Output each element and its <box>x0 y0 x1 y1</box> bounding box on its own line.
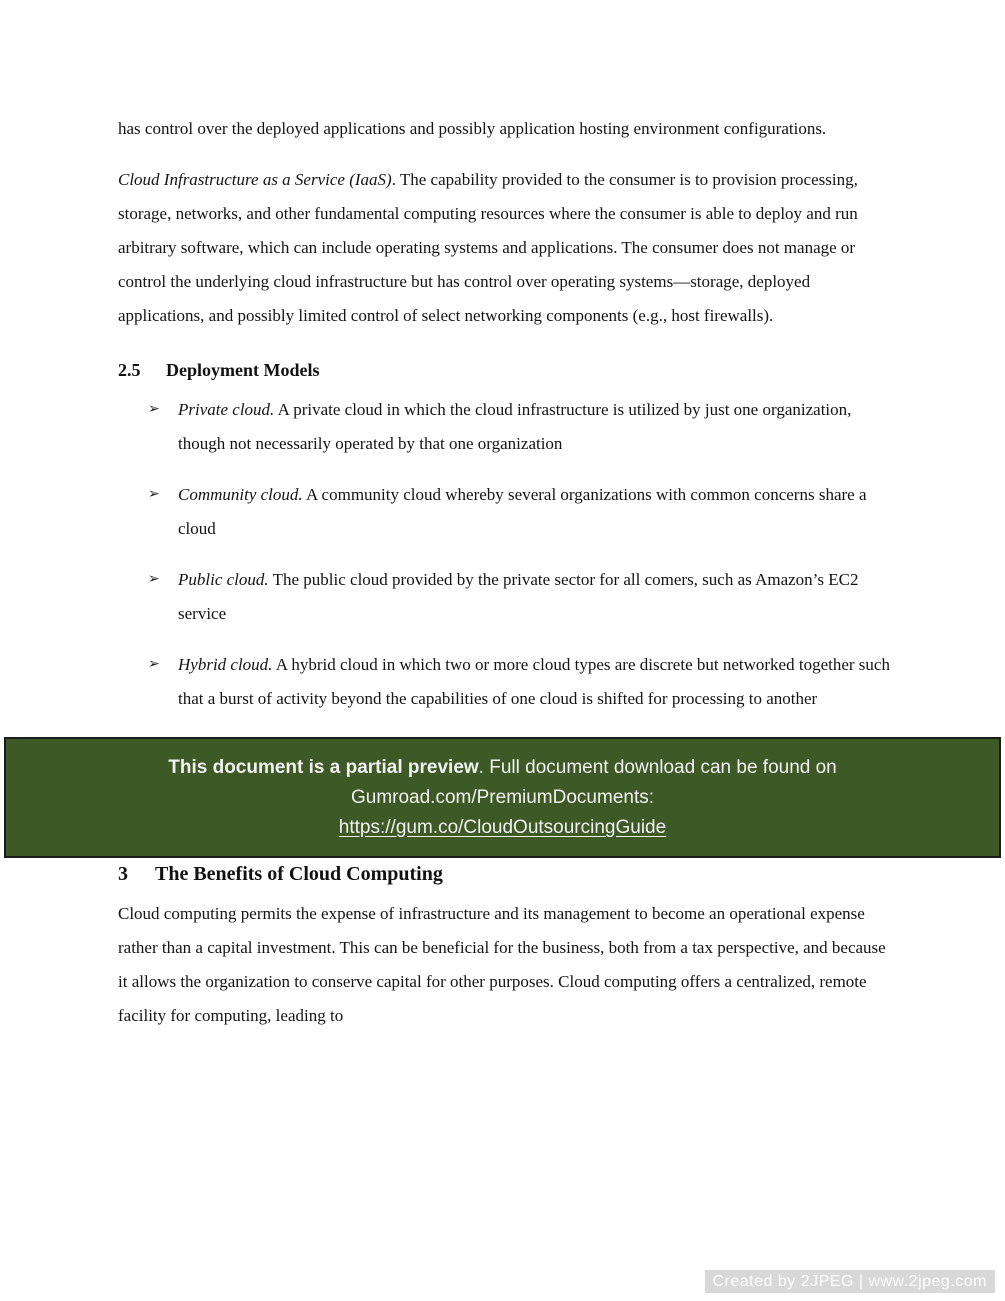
paragraph-iaas <box>118 163 890 333</box>
bullet-rest: A hybrid cloud in which two or more cloud types are discrete but networked together such that a burst of activity beyond the capabilities of one cloud is shifted for processing to another <box>178 655 890 708</box>
list-item-public-cloud <box>118 563 890 631</box>
banner-line1-rest: . Full document download can be found on <box>478 757 837 778</box>
watermark-badge: Created by 2JPEG | www.2jpeg.com <box>705 1270 996 1293</box>
banner-line2: Gumroad.com/PremiumDocuments: <box>350 787 655 808</box>
list-item-private-cloud <box>118 393 890 461</box>
bullet-lead-italic: Community cloud. <box>178 485 303 504</box>
section-title: The Benefits of Cloud Computing <box>155 863 443 885</box>
arrow-bullet-icon: ➢ <box>148 572 160 587</box>
arrow-bullet-icon: ➢ <box>148 657 160 672</box>
bullet-lead-italic: Private cloud. <box>178 400 275 419</box>
banner-line1 <box>16 753 989 783</box>
list-item-text <box>178 563 890 631</box>
bullet-rest: A private cloud in which the cloud infrastructure is utilized by just one organization, though not necessarily operated by that one organization <box>178 400 852 453</box>
list-item-text <box>178 393 890 461</box>
banner-line3 <box>16 813 989 843</box>
gumroad-link[interactable]: https://gum.co/CloudOutsourcingGuide <box>338 817 667 838</box>
paragraph-benefits: Cloud computing permits the expense of infrastructure and its management to become an operational expense rather than a capital investment. This can be beneficial for the business, both from a tax perspective, and because it allows the organization to conserve capital for other purposes. Cloud computing offers a centralized, remote facility for computing, leading to <box>118 904 886 1025</box>
section-heading-deployment-models <box>118 359 890 381</box>
preview-banner <box>4 737 1001 858</box>
paragraph-hosting-config: has control over the deployed applications and possibly application hosting environment configurations. <box>118 119 827 138</box>
arrow-bullet-icon: ➢ <box>148 402 160 417</box>
arrow-bullet-icon: ➢ <box>148 487 160 502</box>
bullet-rest: The public cloud provided by the private sector for all comers, such as Amazon’s EC2 service <box>178 570 859 623</box>
bullet-lead-italic: Public cloud. <box>178 570 269 589</box>
section-title: Deployment Models <box>166 360 320 380</box>
section-number: 2.5 <box>118 360 141 380</box>
list-item-community-cloud <box>118 478 890 546</box>
section-heading-benefits <box>118 861 890 887</box>
section-number: 3 <box>118 863 128 885</box>
list-item-hybrid-cloud <box>118 648 890 716</box>
iaas-term-italic: Cloud Infrastructure as a Service (IaaS) <box>118 170 392 189</box>
bullet-rest: A community cloud whereby several organizations with common concerns share a cloud <box>178 485 867 538</box>
document-content <box>118 0 890 1033</box>
deployment-models-list <box>118 393 890 716</box>
list-item-text <box>178 478 890 546</box>
banner-bold-text: This document is a partial preview <box>168 757 479 778</box>
list-item-text <box>178 648 890 716</box>
iaas-paragraph-body: . The capability provided to the consumer is to provision processing, storage, networks, and other fundamental computing resources where the consumer is able to deploy and run arbitrary software, which can include operating systems and applications. The consumer does not manage or control the underlying cloud infrastructure but has control over operating systems—storage, deployed applications, and possibly limited control of select networking components (e.g., host firewalls). <box>118 170 858 325</box>
bullet-lead-italic: Hybrid cloud. <box>178 655 273 674</box>
